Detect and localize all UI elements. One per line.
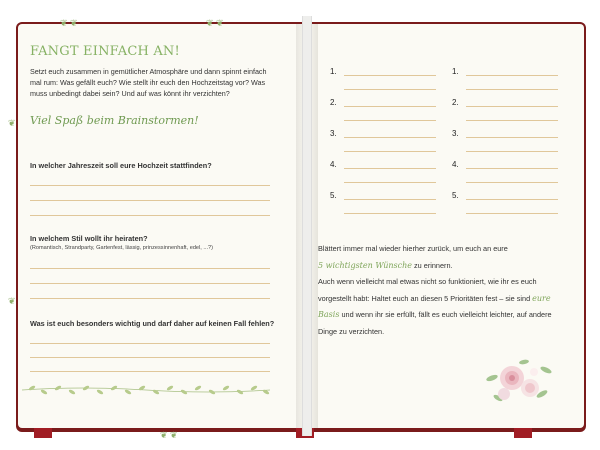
question-style: In welchem Stil wollt ihr heiraten? — [30, 234, 148, 243]
elastic-strap — [302, 16, 312, 436]
script-highlight: eure Basis — [318, 293, 551, 319]
rose-bouquet-icon — [484, 356, 554, 408]
answer-line[interactable] — [466, 199, 558, 200]
answer-line[interactable] — [344, 182, 436, 183]
question-style-hint: (Romantisch, Strandparty, Gartenfest, lässig, prinzessinnenhaft, edel, ...?) — [30, 245, 214, 251]
answer-line[interactable] — [466, 120, 558, 121]
answer-line[interactable] — [466, 151, 558, 152]
answer-line[interactable] — [30, 268, 270, 269]
leaf-sprig-icon: ❦ ❦ — [206, 18, 224, 28]
reminder-paragraph: Blättert immer mal wieder hierher zurück, um euch an eure 5 wichtigsten Wünsche zu erinnern. Auch wenn vielleicht mal etwas nicht so funktioniert, wie ihr es euch vorgestellt habt: Haltet euch an diesen 5 Prioritäten fest – sie sind eure Basis und wenn ihr sie erfüllt, fällt es euch vielleicht leichter, auf andere Dinge zu verzichten. — [318, 244, 552, 336]
answer-line[interactable] — [466, 75, 558, 76]
leaf-sprig-icon: ❦ ❦ — [160, 430, 178, 440]
answer-line[interactable] — [466, 213, 558, 214]
answer-line[interactable] — [344, 120, 436, 121]
question-priorities: Was ist euch besonders wichtig und darf daher auf keinen Fall fehlen? — [30, 319, 275, 328]
answer-line[interactable] — [466, 137, 558, 138]
intro-paragraph: Setzt euch zusammen in gemütlicher Atmosphäre und dann spinnt einfach mal rum: Was gefällt euch? Wie stellt ihr euch den Hochzeitstag vor? Was muss unbedingt dabei sein? Und auf was könnt ihr verzichten? — [30, 67, 267, 99]
answer-line[interactable] — [344, 137, 436, 138]
leaf-sprig-icon: ❦ — [8, 118, 16, 128]
leaf-sprig-icon: ❦ ❦ — [60, 18, 78, 28]
answer-line[interactable] — [344, 168, 436, 169]
section-heading: FANGT EINFACH AN! — [30, 44, 180, 59]
leaf-sprig-icon: ❦ — [8, 296, 16, 306]
answer-line[interactable] — [30, 200, 270, 201]
answer-line[interactable] — [466, 168, 558, 169]
answer-line[interactable] — [466, 106, 558, 107]
answer-line[interactable] — [466, 89, 558, 90]
brainstorm-script: Viel Spaß beim Brainstormen! — [30, 114, 199, 127]
answer-line[interactable] — [30, 343, 270, 344]
script-highlight: 5 wichtigsten Wünsche — [318, 260, 412, 270]
answer-line[interactable] — [466, 182, 558, 183]
answer-line[interactable] — [344, 151, 436, 152]
answer-line[interactable] — [30, 298, 270, 299]
answer-line[interactable] — [30, 283, 270, 284]
answer-line[interactable] — [30, 371, 270, 372]
answer-line[interactable] — [344, 106, 436, 107]
answer-line[interactable] — [30, 357, 270, 358]
question-season: In welcher Jahreszeit soll eure Hochzeit stattfinden? — [30, 161, 212, 170]
leaf-vine-icon — [20, 384, 272, 396]
answer-line[interactable] — [30, 215, 270, 216]
answer-line[interactable] — [344, 75, 436, 76]
answer-line[interactable] — [344, 213, 436, 214]
answer-line[interactable] — [30, 185, 270, 186]
answer-line[interactable] — [344, 199, 436, 200]
answer-line[interactable] — [344, 89, 436, 90]
